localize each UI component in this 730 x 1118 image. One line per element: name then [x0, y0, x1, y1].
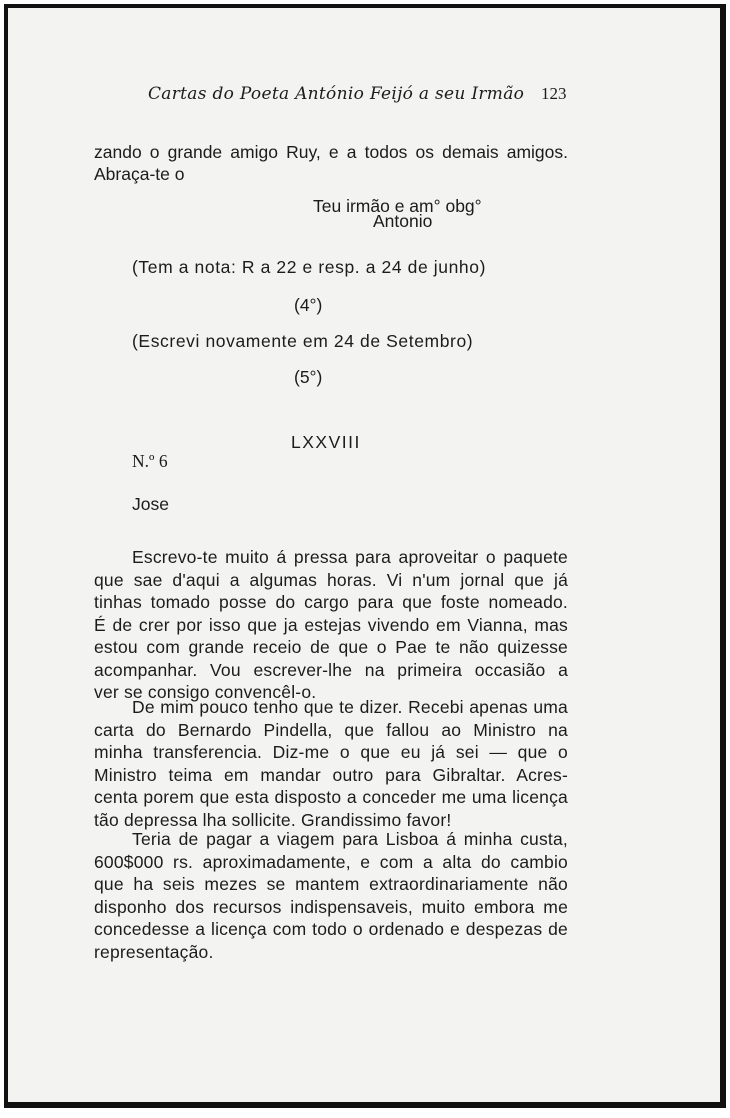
closing-line: Abraça-te o [94, 164, 185, 184]
text-line: É de crer por isso que ja estejas vivendo em Vianna, mas [94, 614, 568, 635]
text-line: Teria de pagar a viagem para Lisboa á minha custa, [132, 829, 568, 849]
text-line: estou com grande receio de que o Pae te não quizesse [94, 637, 568, 657]
text-line: representação. [94, 941, 214, 962]
note: (Tem a nota: R a 22 e resp. a 24 de junho) [132, 257, 487, 277]
book-page [4, 4, 726, 1108]
text-line: ver se consigo convencêl-o. [94, 682, 317, 702]
closing-line: zando o grande amigo Ruy, e a todos os demais amigos. [94, 142, 568, 162]
salutation: Jose [132, 494, 169, 514]
text-line: que ha seis mezes se mantem extraordinariamente não [94, 874, 568, 894]
paragraph-2 [94, 696, 568, 831]
text-line: centa porem que esta disposto a conceder me uma licença [94, 787, 568, 807]
text-line: minha transferencia. Diz-me o que eu já sei — que o [94, 742, 568, 762]
note-number: (5°) [294, 367, 323, 387]
text-line: 600$000 rs. aproximadamente, e com a alta do cambio [94, 851, 568, 872]
signoff: Teu irmão e am° obg° [313, 196, 482, 216]
text-line: carta do Bernardo Pindella, que fallou ao Ministro na [94, 719, 568, 740]
note: (Escrevi novamente em 24 de Setembro) [132, 331, 474, 351]
page-number: 123 [541, 84, 567, 103]
letter-number: N.º 6 [132, 451, 168, 471]
note-number: (4°) [294, 295, 323, 315]
text-line: De mim pouco tenho que te dizer. Recebi apenas uma [132, 697, 568, 717]
paragraph-1 [94, 546, 568, 704]
text-line: tinhas tomado posse do cargo para que foste nomeado. [94, 592, 568, 612]
text-line: concedesse a licença com todo o ordenado e despezas de [94, 919, 568, 939]
text-line: Escrevo-te muito á pressa para aproveitar o paquete [132, 547, 568, 567]
running-header: Cartas do Poeta António Feijó a seu Irmão [148, 84, 525, 104]
paragraph-3 [94, 828, 568, 963]
text-line: Ministro teima em mandar outro para Gibraltar. Acres- [94, 764, 568, 785]
text-line: que sae d'aqui a algumas horas. Vi n'um jornal que já [94, 569, 568, 590]
text-line: disponho dos recursos indispensaveis, muito embora me [94, 896, 568, 917]
text-line: tão depressa lha sollicite. Grandissimo favor! [94, 809, 452, 830]
letter-heading: LXXVIII [291, 432, 361, 452]
text-line: acompanhar. Vou escrever-lhe na primeira occasião a [94, 659, 568, 680]
signature: Antonio [373, 211, 433, 231]
